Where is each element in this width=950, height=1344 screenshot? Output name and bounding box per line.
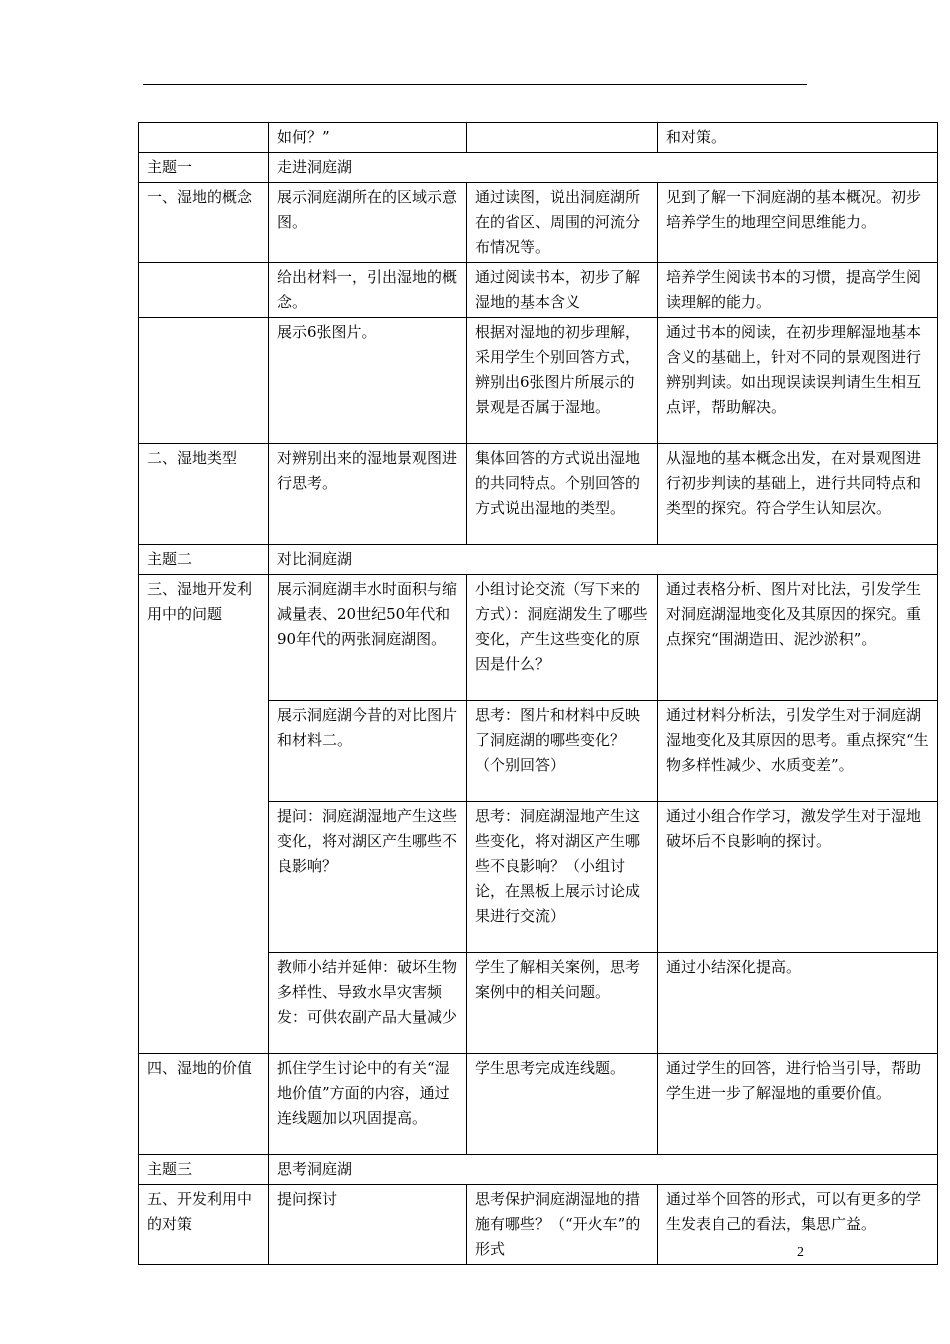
section-label: 二、湿地类型 <box>139 444 269 545</box>
design-intent: 培养学生阅读书本的习惯，提高学生阅读理解的能力。 <box>658 263 938 318</box>
section-label: 三、湿地开发利用中的问题 <box>139 575 269 1054</box>
topic-row <box>139 545 938 575</box>
student-activity: 通过阅读书本，初步了解湿地的基本含义 <box>467 263 658 318</box>
table-cell <box>139 123 269 153</box>
table-row <box>139 123 938 153</box>
teacher-activity: 抓住学生讨论中的有关“湿地价值”方面的内容，通过连线题加以巩固提高。 <box>269 1054 467 1155</box>
design-intent: 通过材料分析法，引发学生对于洞庭湖湿地变化及其原因的思考。重点探究“生物多样性减少、水质变差”。 <box>658 701 938 802</box>
design-intent: 通过书本的阅读，在初步理解湿地基本含义的基础上，针对不同的景观图进行辨别判读。如出现误读误判请生生相互点评，帮助解决。 <box>658 318 938 444</box>
teacher-activity: 展示洞庭湖今昔的对比图片和材料二。 <box>269 701 467 802</box>
design-intent: 见到了解一下洞庭湖的基本概况。初步培养学生的地理空间思维能力。 <box>658 183 938 263</box>
teacher-activity: 展示6张图片。 <box>269 318 467 444</box>
page-number: 2 <box>797 1245 804 1260</box>
topic-title: 思考洞庭湖 <box>269 1155 938 1185</box>
table-cell <box>467 123 658 153</box>
section-label: 五、开发利用中的对策 <box>139 1185 269 1265</box>
table-row <box>139 575 938 701</box>
design-intent: 通过表格分析、图片对比法，引发学生对洞庭湖湿地变化及其原因的探究。重点探究“围湖造田、泥沙淤积”。 <box>658 575 938 701</box>
table-cell: 和对策。 <box>658 123 938 153</box>
table-row <box>139 318 938 444</box>
topic-label: 主题三 <box>139 1155 269 1185</box>
topic-label: 主题一 <box>139 153 269 183</box>
student-activity: 思考：图片和材料中反映了洞庭湖的哪些变化？（个别回答） <box>467 701 658 802</box>
student-activity: 小组讨论交流（写下来的方式）：洞庭湖发生了哪些变化，产生这些变化的原因是什么？ <box>467 575 658 701</box>
table-row <box>139 1185 938 1265</box>
section-label <box>139 318 269 444</box>
section-label: 一、湿地的概念 <box>139 183 269 263</box>
design-intent: 通过学生的回答，进行恰当引导，帮助学生进一步了解湿地的重要价值。 <box>658 1054 938 1155</box>
table-row <box>139 1054 938 1155</box>
section-label: 四、湿地的价值 <box>139 1054 269 1155</box>
header-rule <box>143 84 807 85</box>
teacher-activity: 给出材料一，引出湿地的概念。 <box>269 263 467 318</box>
design-intent: 通过小结深化提高。 <box>658 953 938 1054</box>
design-intent: 从湿地的基本概念出发，在对景观图进行初步判读的基础上，进行共同特点和类型的探究。符合学生认知层次。 <box>658 444 938 545</box>
student-activity: 思考保护洞庭湖湿地的措施有哪些？（“开火车”的形式 <box>467 1185 658 1265</box>
topic-title: 对比洞庭湖 <box>269 545 938 575</box>
design-intent: 通过举个回答的形式，可以有更多的学生发表自己的看法，集思广益。 <box>658 1185 938 1265</box>
topic-row <box>139 153 938 183</box>
student-activity: 根据对湿地的初步理解，采用学生个别回答方式，辨别出6张图片所展示的景观是否属于湿地。 <box>467 318 658 444</box>
teacher-activity: 提问：洞庭湖湿地产生这些变化，将对湖区产生哪些不良影响？ <box>269 802 467 953</box>
topic-label: 主题二 <box>139 545 269 575</box>
table-cell: 如何？” <box>269 123 467 153</box>
student-activity: 学生思考完成连线题。 <box>467 1054 658 1155</box>
student-activity: 学生了解相关案例，思考案例中的相关问题。 <box>467 953 658 1054</box>
teacher-activity: 展示洞庭湖丰水时面积与缩减量表、20世纪50年代和90年代的两张洞庭湖图。 <box>269 575 467 701</box>
student-activity: 集体回答的方式说出湿地的共同特点。个别回答的方式说出湿地的类型。 <box>467 444 658 545</box>
student-activity: 通过读图，说出洞庭湖所在的省区、周围的河流分布情况等。 <box>467 183 658 263</box>
topic-row <box>139 1155 938 1185</box>
topic-title: 走进洞庭湖 <box>269 153 938 183</box>
table-row <box>139 444 938 545</box>
table-row <box>139 263 938 318</box>
lesson-plan-table <box>138 122 938 1265</box>
student-activity: 思考：洞庭湖湿地产生这些变化，将对湖区产生哪些不良影响？（小组讨论，在黑板上展示讨论成果进行交流） <box>467 802 658 953</box>
teacher-activity: 提问探讨 <box>269 1185 467 1265</box>
teacher-activity: 教师小结并延伸：破坏生物多样性、导致水旱灾害频发：可供农副产品大量减少 <box>269 953 467 1054</box>
table-row <box>139 183 938 263</box>
design-intent: 通过小组合作学习，激发学生对于湿地破坏后不良影响的探讨。 <box>658 802 938 953</box>
teacher-activity: 对辨别出来的湿地景观图进行思考。 <box>269 444 467 545</box>
teacher-activity: 展示洞庭湖所在的区域示意图。 <box>269 183 467 263</box>
section-label <box>139 263 269 318</box>
